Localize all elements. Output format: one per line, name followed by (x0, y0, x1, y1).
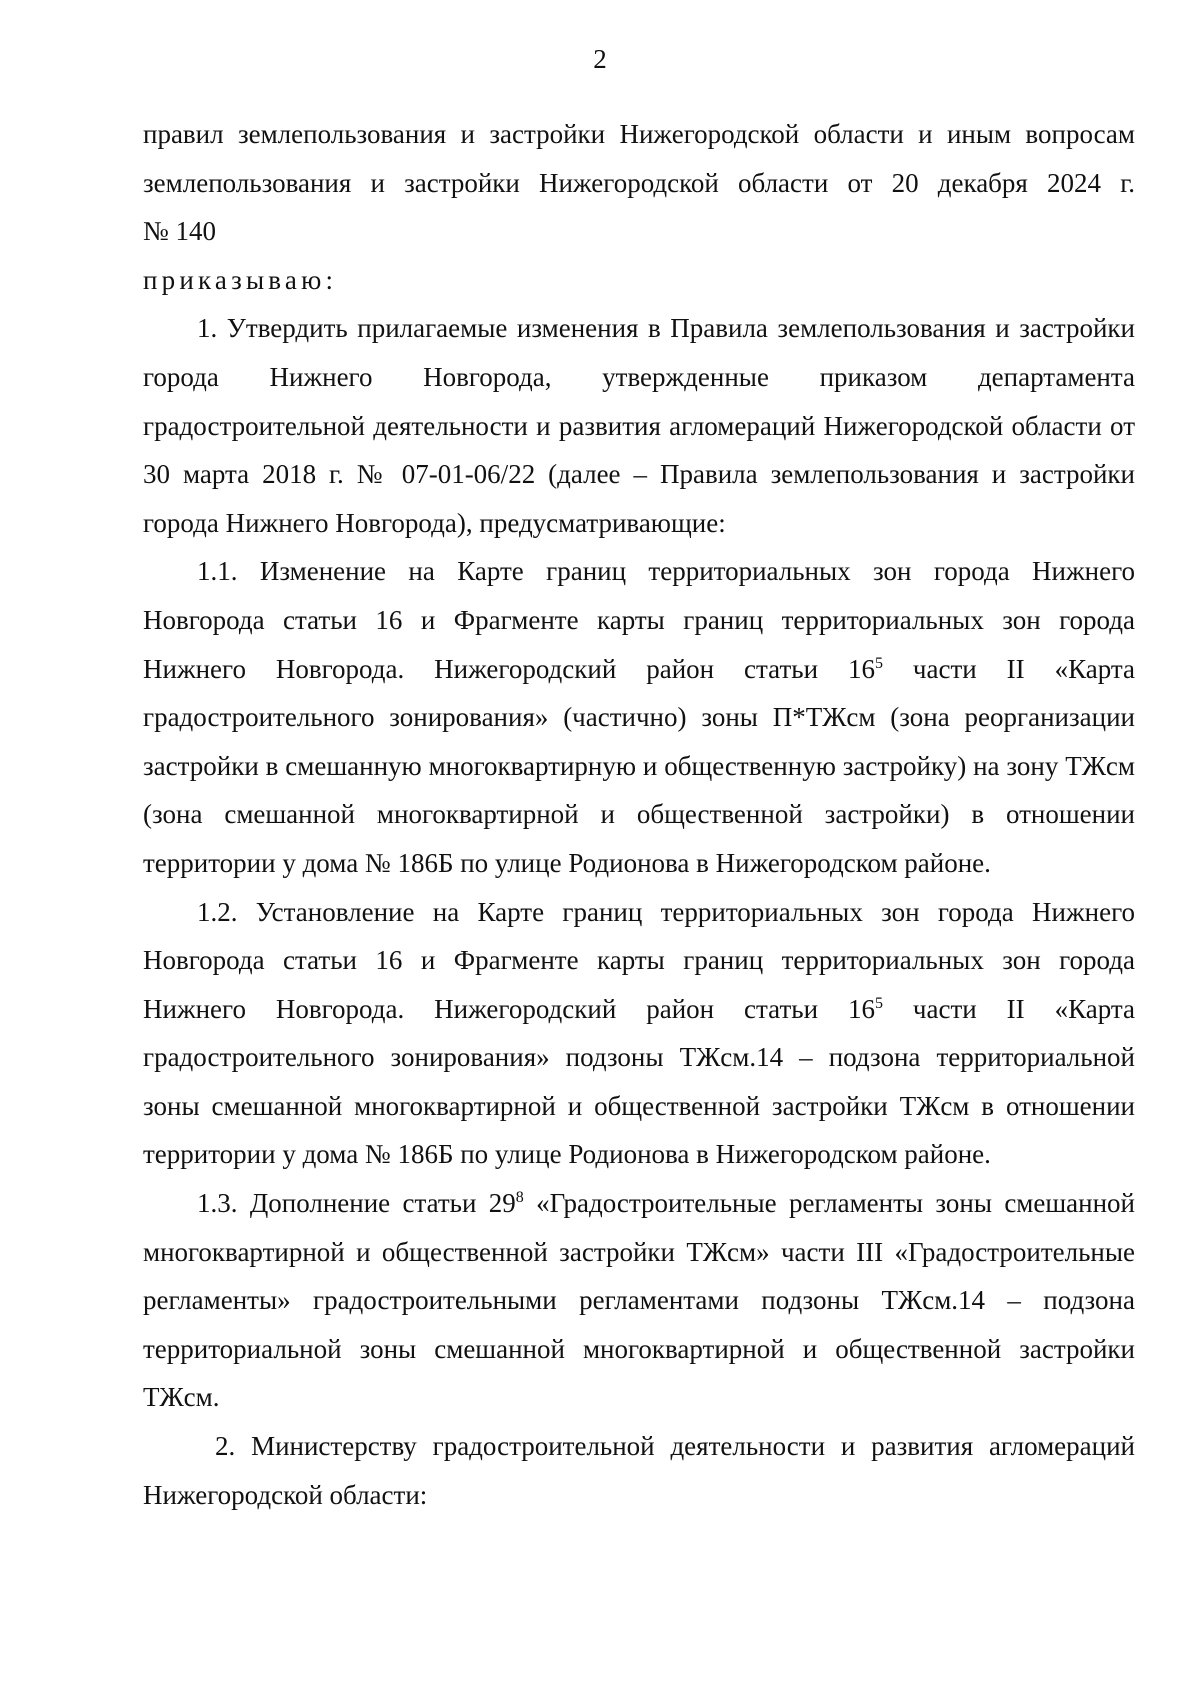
intro-line-2: землепользования и застройки Нижегородской области от 20 декабря 2024 г. (143, 167, 1135, 198)
item-1-2-text-end: части II «Карта градостроительного зонирования» подзоны ТЖсм.14 – подзона территориальной зоны смешанной многоквартирной и общественной застройки ТЖсм в отношении территории у дома № 186Б по улице Родионова в Нижегородском районе. (143, 993, 1136, 1170)
item-1-3-superscript: 8 (515, 1189, 524, 1207)
item-1-1-superscript: 5 (874, 654, 883, 672)
item-1-3-text-start: 1.3. Дополнение статьи 29 (197, 1188, 516, 1219)
item-1-2-text-start: 1.2. Установление на Карте границ территориальных зон города Нижнего Новгорода статьи 16 и Фрагменте карты границ территориальных зон города Нижнего Новгорода. Нижегородский район статьи 16 (143, 896, 1135, 1024)
item-1-2-superscript: 5 (874, 994, 883, 1012)
item-1-1-text-start: 1.1. Изменение на Карте границ территориальных зон города Нижнего Новгорода статьи 16 и Фрагменте карты границ территориальных зон города Нижнего Новгорода. Нижегородский район статьи 16 (143, 556, 1135, 684)
item-1-1-paragraph (143, 547, 1135, 887)
intro-line-3: № 140 (143, 216, 217, 247)
page-number: 2 (593, 44, 607, 74)
item-1-paragraph: 1. Утвердить прилагаемые изменения в Правила землепользования и застройки города Нижнего Новгорода, утвержденные приказом департамента градостроительной деятельности и развития агломераций Нижегородской области от 30 марта 2018 г. № 07-01-06/22 (далее – Правила землепользования и застройки города Нижнего Новгорода), предусматривающие: (143, 313, 1135, 538)
document-body (143, 110, 1135, 1519)
order-word: приказываю: (143, 264, 338, 295)
intro-paragraph (143, 110, 1135, 256)
item-1-3-paragraph (143, 1179, 1135, 1422)
intro-line-1: правил землепользования и застройки Нижегородской области и иным вопросам (143, 119, 1135, 149)
item-2-paragraph: 2. Министерству градостроительной деятельности и развития агломераций Нижегородской области: (143, 1431, 1135, 1510)
item-1-3-text-end: «Градостроительные регламенты зоны смешанной многоквартирной и общественной застройки ТЖсм» части III «Градостроительные регламенты» градостроительными регламентами подзоны ТЖсм.14 – подзона территориальной зоны смешанной многоквартирной и общественной застройки ТЖсм. (143, 1188, 1135, 1413)
item-1-2-paragraph (143, 888, 1135, 1180)
item-1-1-text-end: части II «Карта градостроительного зонирования» (частично) зоны П*ТЖсм (зона реорганизации застройки в смешанную многоквартирную и общественную застройку) на зону ТЖсм (зона смешанной многоквартирной и общественной застройки) в отношении территории у дома № 186Б по улице Родионова в Нижегородском районе. (143, 653, 1136, 878)
